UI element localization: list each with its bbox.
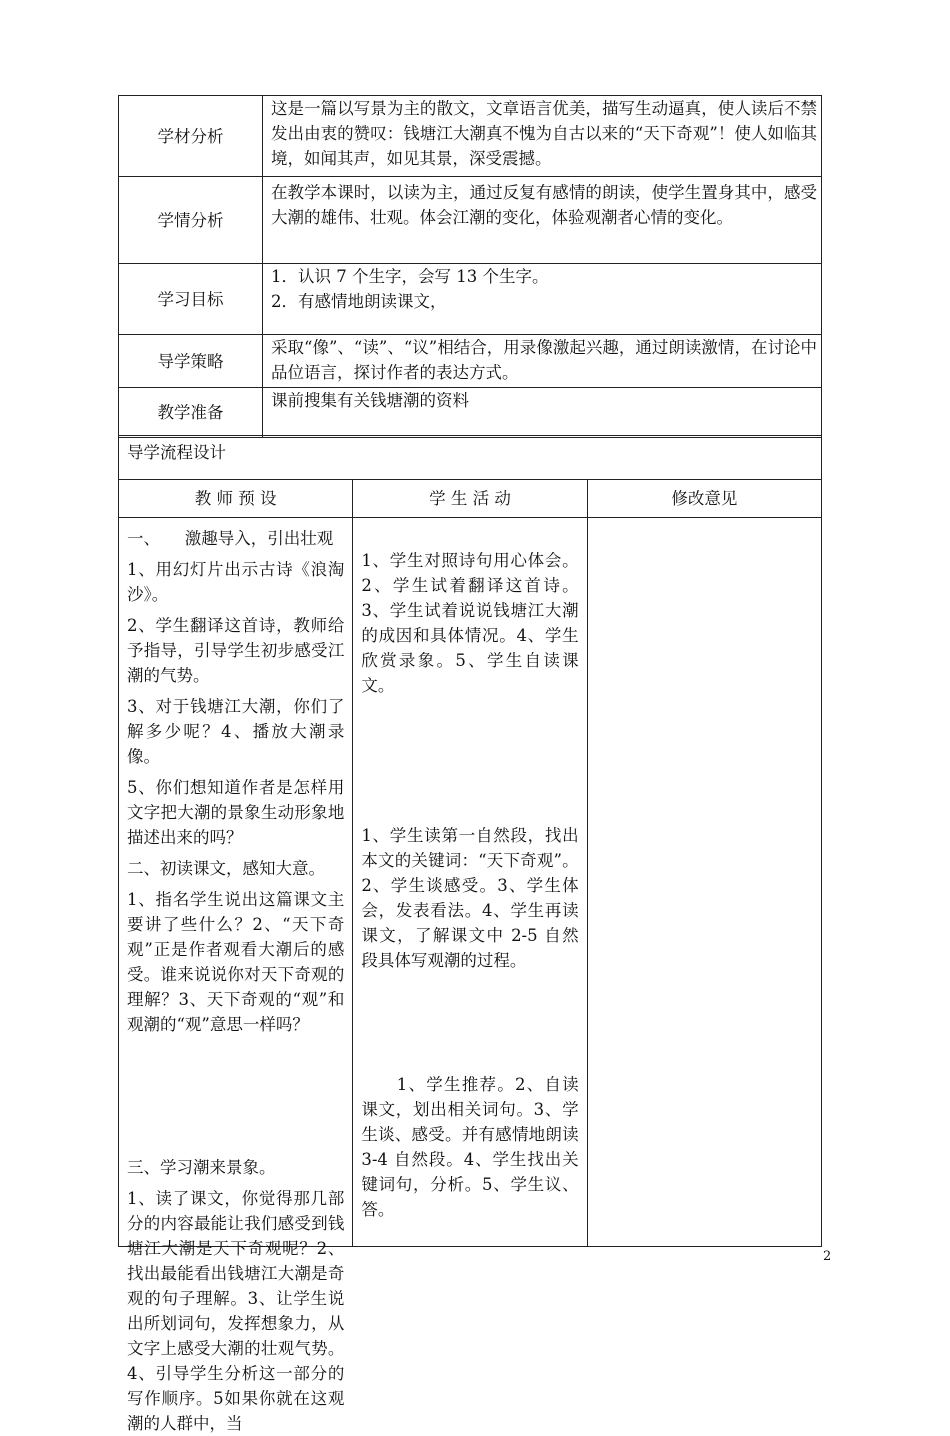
row-content: 这是一篇以写景为主的散文，文章语言优美，描写生动逼真，使人读后不禁发出由衷的赞叹：钱塘江大潮真不愧为自古以来的“天下奇观”！使人如临其境，如闻其声，如见其景，深受震撼。	[263, 96, 822, 177]
row-label: 导学策略	[119, 335, 263, 388]
row-content: 课前搜集有关钱塘潮的资料	[263, 388, 822, 438]
row-label: 教学准备	[119, 388, 263, 438]
teacher-step: 2、学生翻译这首诗，教师给予指导，引导学生初步感受江潮的气势。	[127, 616, 345, 685]
info-row-learning-goals	[119, 264, 822, 335]
teacher-step: 1、读了课文，你觉得那几部分的内容最能让我们感受到钱塘江大潮是天下奇观呢？2、找出最能看出钱塘江大潮是奇观的句子理解。3、让学生说出所划词句，发挥想象力，从文字上感受大潮的壮观气势。4、引导学生分析这一部分的写作顺序。5如果你就在这观潮的人群中，当	[127, 1189, 345, 1433]
lesson-info-table	[118, 95, 822, 438]
flow-title: 导学流程设计	[119, 436, 822, 480]
student-activity-cell	[353, 518, 587, 1247]
header-teacher-plan: 教 师 预 设	[119, 480, 353, 518]
revision-cell	[587, 518, 821, 1247]
student-activity: 1、学生对照诗句用心体会。2、学生试着翻译这首诗。3、学生试着说说钱塘江大潮的成因和具体情况。4、学生欣赏录象。5、学生自读课文。	[361, 551, 579, 695]
teacher-step: 1、用幻灯片出示古诗《浪淘沙》。	[127, 560, 345, 604]
header-student-activity: 学 生 活 动	[353, 480, 587, 518]
row-content	[263, 264, 822, 335]
teacher-step: 1、指名学生说出这篇课文主要讲了些什么？2、“天下奇观”正是作者观看大潮后的感受。谁来说说你对天下奇观的理解？3、天下奇观的“观”和观潮的“观”意思一样吗？	[127, 890, 345, 1034]
flow-header-row	[119, 480, 822, 518]
section-heading: 三、学习潮来景象。	[127, 1158, 276, 1177]
info-row-strategy	[119, 335, 822, 388]
flow-body-row	[119, 518, 822, 1247]
student-activity: 1、学生读第一自然段，找出本文的关键词：“天下奇观”。2、学生谈感受。3、学生体会，发表看法。4、学生再读课文，了解课文中 2-5 自然段具体写观潮的过程。	[361, 826, 579, 970]
teacher-plan-cell	[119, 518, 353, 1433]
row-label: 学材分析	[119, 96, 263, 177]
teacher-step: 5、你们想知道作者是怎样用文字把大潮的景象生动形象地描述出来的吗？	[127, 778, 345, 847]
section-heading: 二、初读课文，感知大意。	[127, 859, 325, 878]
row-label: 学习目标	[119, 264, 263, 335]
teacher-step: 3、对于钱塘江大潮，你们了解多少呢？4、播放大潮录像。	[127, 697, 345, 766]
header-revision: 修改意见	[587, 480, 821, 518]
goal-line: 2．有感情地朗读课文，	[271, 292, 447, 311]
info-row-preparation	[119, 388, 822, 438]
row-content: 在教学本课时，以读为主，通过反复有感情的朗读，使学生置身其中，感受大潮的雄伟、壮观。体会江潮的变化，体验观潮者心情的变化。	[263, 177, 822, 264]
info-row-learner-analysis	[119, 177, 822, 264]
row-label: 学情分析	[119, 177, 263, 264]
flow-design-table	[118, 435, 822, 1433]
student-activity: 1、学生推荐。2、自读课文，划出相关词句。3、学生谈、感受。并有感情地朗读 3-4 自然段。4、学生找出关键词句，分析。5、学生议、答。	[361, 1075, 579, 1219]
row-content: 采取“像”、“读”、“议”相结合，用录像激起兴趣，通过朗读激情，在讨论中品位语言，探讨作者的表达方式。	[263, 335, 822, 388]
goal-line: 1．认识 7 个生字，会写 13 个生字。	[271, 267, 549, 286]
section-heading: 一、 激趣导入，引出壮观	[127, 529, 334, 548]
page-number: 2	[823, 1249, 832, 1264]
info-row-material-analysis	[119, 96, 822, 177]
